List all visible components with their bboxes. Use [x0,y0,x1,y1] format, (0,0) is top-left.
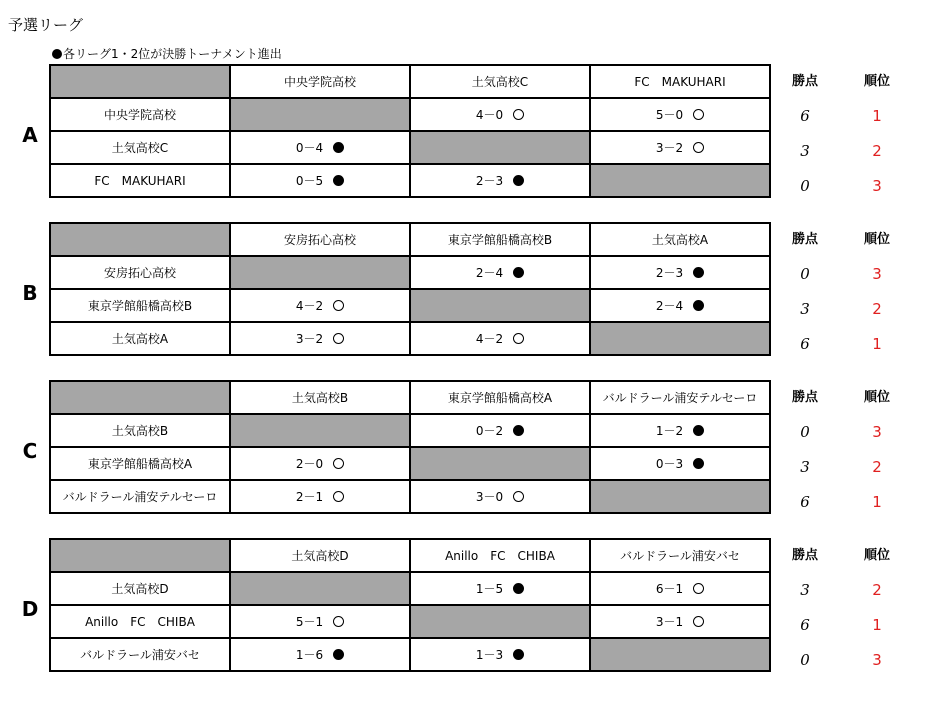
result-cell [590,572,770,605]
table-row [50,322,770,355]
score-text: 1－6 [295,648,324,662]
result-cell [410,414,590,447]
table-row [50,638,770,671]
result-cell [410,98,590,131]
score-text: 1－3 [475,648,504,662]
row-team-name: 東京学館船橋高校A [50,447,230,480]
corner-cell [50,539,230,572]
result [296,646,344,663]
win-circle-icon [513,491,524,502]
result-cell [230,447,410,480]
win-circle-icon [333,616,344,627]
loss-dot-icon [333,649,344,660]
result [656,139,704,156]
points-column [775,64,835,204]
self-match-cell [230,414,410,447]
points-value: 0 [800,177,810,195]
self-match-cell [410,289,590,322]
corner-cell [50,381,230,414]
win-circle-icon [513,109,524,120]
self-match-cell [230,256,410,289]
score-text: 0－2 [475,424,504,438]
result [476,264,524,281]
points-header: 勝点 [791,548,818,563]
table-header-row [50,223,770,256]
league-letter: D [21,597,39,621]
self-match-cell [410,605,590,638]
league-letter: B [22,281,38,305]
score-text: 2－3 [475,174,504,188]
result [296,455,344,472]
result-cell [590,289,770,322]
score-text: 3－2 [655,141,684,155]
table-row [50,256,770,289]
result [656,613,704,630]
table-row [50,605,770,638]
points-column [775,538,835,678]
bullet-icon [52,49,62,59]
score-text: 0－5 [295,174,324,188]
result [476,580,524,597]
result-cell [590,414,770,447]
league-letter: C [22,439,38,463]
points-value: 6 [800,107,810,125]
loss-dot-icon [693,267,704,278]
league-c [0,380,939,522]
table-header-row [50,65,770,98]
result [656,455,704,472]
league-letter: A [22,123,38,147]
result-cell [230,131,410,164]
result [476,488,524,505]
column-header: バルドラール浦安バセ [590,539,770,572]
result-cell [230,322,410,355]
league-d [0,538,939,680]
result-cell [410,256,590,289]
column-header: FC MAKUHARI [590,65,770,98]
result-cell [230,605,410,638]
league-table [49,222,771,356]
column-header: バルドラール浦安テルセーロ [590,381,770,414]
league-table [49,538,771,672]
result [476,106,524,123]
points-column [775,380,835,520]
rank-value: 1 [872,493,882,511]
loss-dot-icon [693,458,704,469]
loss-dot-icon [513,583,524,594]
win-circle-icon [693,616,704,627]
result-cell [230,164,410,197]
score-text: 0－3 [655,457,684,471]
loss-dot-icon [513,175,524,186]
win-circle-icon [693,109,704,120]
result [656,264,704,281]
rank-value: 2 [872,581,882,599]
row-team-name: Anillo FC CHIBA [50,605,230,638]
points-header: 勝点 [791,74,818,89]
result [476,646,524,663]
rank-value: 3 [872,177,882,195]
self-match-cell [410,131,590,164]
rank-header: 順位 [863,548,890,563]
row-team-name: 中央学院高校 [50,98,230,131]
league-table [49,380,771,514]
rank-column [847,380,907,520]
win-circle-icon [693,142,704,153]
result [296,613,344,630]
score-text: 5－1 [295,615,324,629]
rank-header: 順位 [863,74,890,89]
rank-value: 3 [872,423,882,441]
score-text: 3－2 [295,332,324,346]
loss-dot-icon [513,649,524,660]
row-team-name: バルドラール浦安バセ [50,638,230,671]
table-row [50,289,770,322]
points-value: 0 [800,651,810,669]
points-value: 3 [800,142,810,160]
win-circle-icon [333,333,344,344]
row-team-name: 土気高校B [50,414,230,447]
result [296,488,344,505]
table-row [50,447,770,480]
score-text: 2－4 [655,299,684,313]
rank-column [847,64,907,204]
result [656,580,704,597]
row-team-name: バルドラール浦安テルセーロ [50,480,230,513]
score-text: 4－2 [475,332,504,346]
row-team-name: 東京学館船橋高校B [50,289,230,322]
score-text: 1－2 [655,424,684,438]
rank-value: 1 [872,335,882,353]
result [476,172,524,189]
table-header-row [50,381,770,414]
result [476,330,524,347]
result-cell [590,447,770,480]
column-header: 土気高校B [230,381,410,414]
table-row [50,98,770,131]
column-header: Anillo FC CHIBA [410,539,590,572]
qualification-note [52,45,282,62]
column-header: 土気高校D [230,539,410,572]
row-team-name: FC MAKUHARI [50,164,230,197]
table-row [50,572,770,605]
points-value: 6 [800,493,810,511]
result [476,422,524,439]
rank-value: 1 [872,107,882,125]
rank-column [847,538,907,678]
rank-value: 2 [872,142,882,160]
loss-dot-icon [513,267,524,278]
league-b [0,222,939,364]
result [296,139,344,156]
self-match-cell [590,164,770,197]
loss-dot-icon [693,425,704,436]
result-cell [590,256,770,289]
rank-value: 3 [872,651,882,669]
result [296,330,344,347]
rank-value: 1 [872,616,882,634]
points-value: 0 [800,423,810,441]
points-column [775,222,835,362]
result-cell [410,164,590,197]
qualification-note-text: 各リーグ1・2位が決勝トーナメント進出 [63,47,282,61]
points-value: 0 [800,265,810,283]
corner-cell [50,65,230,98]
score-text: 5－0 [655,108,684,122]
result-cell [410,480,590,513]
rank-header: 順位 [863,390,890,405]
result-cell [230,480,410,513]
self-match-cell [590,480,770,513]
result-cell [410,572,590,605]
rank-value: 3 [872,265,882,283]
score-text: 3－1 [655,615,684,629]
points-header: 勝点 [791,390,818,405]
score-text: 4－0 [475,108,504,122]
rank-value: 2 [872,300,882,318]
loss-dot-icon [333,175,344,186]
rank-value: 2 [872,458,882,476]
column-header: 中央学院高校 [230,65,410,98]
result-cell [410,638,590,671]
score-text: 4－2 [295,299,324,313]
league-a [0,64,939,206]
points-value: 3 [800,458,810,476]
rank-header: 順位 [863,232,890,247]
loss-dot-icon [693,300,704,311]
score-text: 1－5 [475,582,504,596]
self-match-cell [410,447,590,480]
result [656,422,704,439]
self-match-cell [230,572,410,605]
win-circle-icon [693,583,704,594]
row-team-name: 土気高校D [50,572,230,605]
points-header: 勝点 [791,232,818,247]
row-team-name: 安房拓心高校 [50,256,230,289]
points-value: 6 [800,616,810,634]
result-cell [590,98,770,131]
result-cell [230,638,410,671]
win-circle-icon [513,333,524,344]
score-text: 2－0 [295,457,324,471]
loss-dot-icon [333,142,344,153]
column-header: 東京学館船橋高校B [410,223,590,256]
points-value: 3 [800,300,810,318]
table-header-row [50,539,770,572]
column-header: 土気高校A [590,223,770,256]
league-table [49,64,771,198]
result [296,297,344,314]
row-team-name: 土気高校A [50,322,230,355]
result [656,297,704,314]
win-circle-icon [333,458,344,469]
row-team-name: 土気高校C [50,131,230,164]
self-match-cell [230,98,410,131]
score-text: 2－3 [655,266,684,280]
result-cell [590,131,770,164]
result [296,172,344,189]
self-match-cell [590,322,770,355]
column-header: 東京学館船橋高校A [410,381,590,414]
win-circle-icon [333,491,344,502]
column-header: 安房拓心高校 [230,223,410,256]
points-value: 3 [800,581,810,599]
rank-column [847,222,907,362]
self-match-cell [590,638,770,671]
column-header: 土気高校C [410,65,590,98]
result-cell [410,322,590,355]
loss-dot-icon [513,425,524,436]
result [656,106,704,123]
points-value: 6 [800,335,810,353]
table-row [50,414,770,447]
result-cell [590,605,770,638]
score-text: 0－4 [295,141,324,155]
page-title: 予選リーグ [8,16,84,34]
table-row [50,131,770,164]
table-row [50,480,770,513]
score-text: 6－1 [655,582,684,596]
table-row [50,164,770,197]
score-text: 2－1 [295,490,324,504]
result-cell [230,289,410,322]
corner-cell [50,223,230,256]
win-circle-icon [333,300,344,311]
score-text: 3－0 [475,490,504,504]
score-text: 2－4 [475,266,504,280]
